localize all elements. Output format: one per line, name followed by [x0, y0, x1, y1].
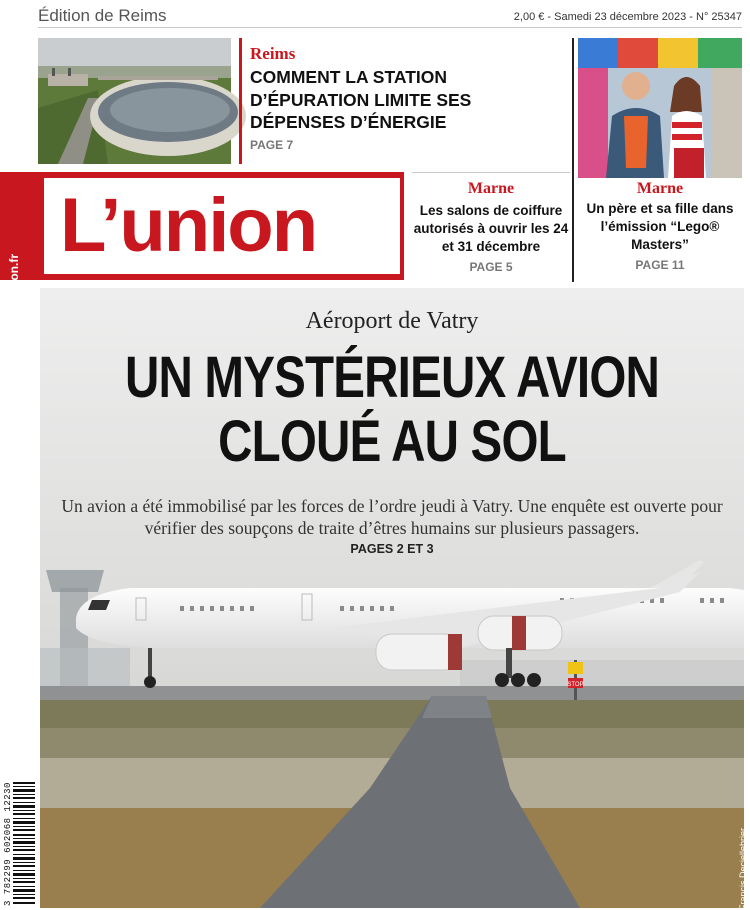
teaser-salons-coiffure[interactable]: [412, 172, 570, 280]
teaser-headline: COMMENT LA STATION D’ÉPURATION LIMITE SES DÉPENSES D’ÉNERGIE: [250, 67, 472, 132]
main-headline-line2: CLOUÉ AU SOL: [218, 409, 566, 474]
main-kicker: Aéroport de Vatry: [305, 308, 479, 334]
top-bar: [38, 6, 742, 28]
red-rule: [239, 38, 242, 164]
teaser-headline: Un père et sa fille dans l’émission “Lego® Masters”: [586, 201, 734, 252]
teaser-station-epuration[interactable]: [38, 38, 568, 164]
teaser-headline: Les salons de coiffure autorisés à ouvrir les 24 et 31 décembre: [413, 203, 569, 254]
father-daughter-photo: [578, 38, 742, 178]
logo-panel: [44, 178, 400, 274]
barcode: [3, 780, 33, 906]
main-headline-line1: UN MYSTÉRIEUX AVION: [124, 345, 660, 410]
teaser-lego-masters[interactable]: [578, 38, 742, 282]
main-story[interactable]: [40, 288, 748, 910]
teaser-page: PAGE 5: [469, 260, 513, 274]
barcode-digits: 3 782299 602068 12230: [3, 782, 13, 906]
main-headline: [103, 346, 680, 474]
barcode-bars: [13, 780, 35, 906]
teaser-page: PAGE 11: [635, 258, 685, 272]
stop-sign: STOP: [567, 682, 584, 688]
teaser-page: PAGE 7: [250, 138, 294, 152]
main-pages: PAGES 2 ET 3: [350, 542, 434, 556]
site-url-text: lunion.fr: [7, 254, 21, 302]
teaser-kicker: Marne: [636, 180, 684, 197]
teaser-kicker: Reims: [250, 44, 296, 63]
teaser-kicker: Marne: [467, 180, 515, 197]
photo-credit: Francis Deciellebrier: [738, 828, 748, 910]
main-chapo: Un avion a été immobilisé par les forces de l’ordre jeudi à Vatry. Une enquête est ouverte pour vérifier des soupçons de traite d’êtres humains sur plusieurs passagers.: [61, 496, 723, 538]
masthead-logo[interactable]: [0, 172, 404, 302]
logo-wordmark: L’union: [60, 183, 317, 268]
column-divider: [572, 38, 574, 282]
wastewater-treatment-basin-photo: [38, 38, 231, 164]
edition-label: Édition de Reims: [38, 6, 167, 25]
issue-info: 2,00 € - Samedi 23 décembre 2023 - N° 25347: [513, 11, 742, 23]
